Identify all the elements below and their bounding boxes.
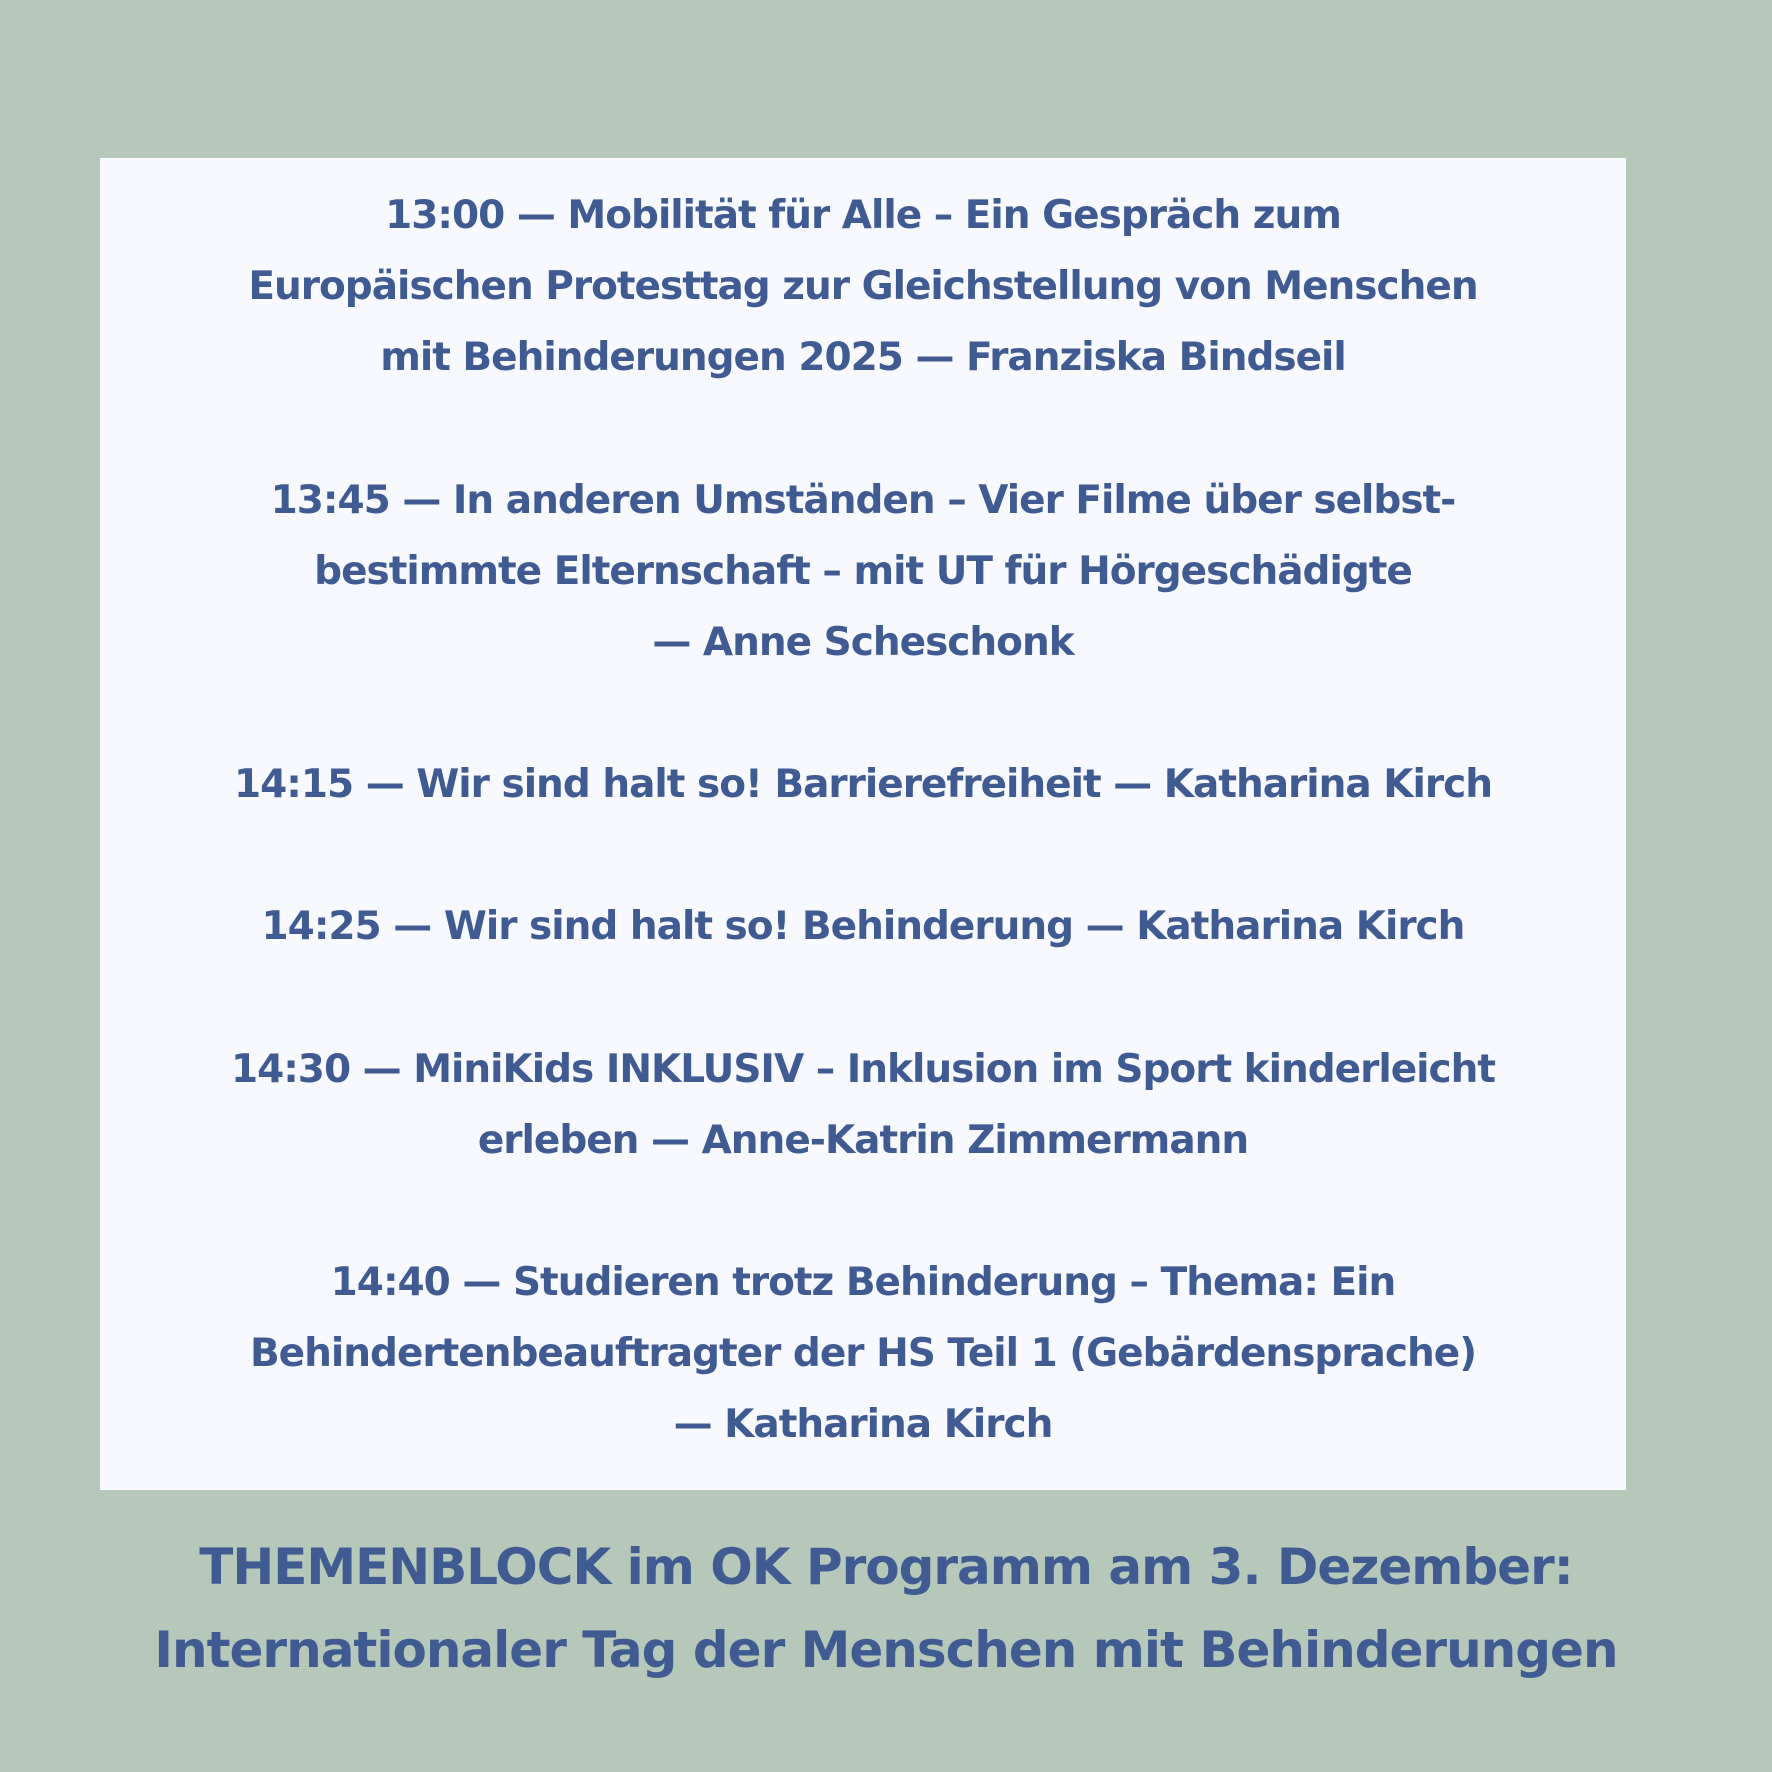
schedule-entry-line: 13:00 — Mobilität für Alle – Ein Gespräch zum [385, 193, 1341, 238]
footer-title-line-1: THEMENBLOCK im OK Programm am 3. Dezember: [199, 1538, 1573, 1596]
schedule-entry-1440 [100, 1247, 1626, 1460]
schedule-entry-line: 14:15 — Wir sind halt so! Barrierefreiheit — Katharina Kirch [233, 762, 1493, 807]
schedule-entry-1430 [100, 1034, 1626, 1176]
schedule-entry-line: bestimmte Elternschaft – mit UT für Hörgeschädigte [314, 549, 1412, 594]
schedule-entry-line: — Katharina Kirch [673, 1402, 1053, 1447]
schedule-entry-line: 14:30 — MiniKids INKLUSIV – Inklusion im Sport kinderleicht [230, 1047, 1496, 1092]
schedule-entry-1415 [100, 749, 1626, 820]
schedule-entry-line: — Anne Scheschonk [652, 620, 1074, 665]
schedule-entry-1425 [100, 891, 1626, 962]
schedule-entry-line: Europäischen Protesttag zur Gleichstellung von Menschen [248, 264, 1478, 309]
schedule-entry-line: Behindertenbeauftragter der HS Teil 1 (Gebärdensprache) [249, 1331, 1477, 1376]
schedule-entry-line: mit Behinderungen 2025 — Franziska Bindseil [380, 335, 1346, 380]
schedule-entry-1345 [100, 465, 1626, 678]
schedule-entry-line: erleben — Anne-Katrin Zimmermann [477, 1118, 1249, 1163]
schedule-entry-1300 [100, 180, 1626, 393]
schedule-entry-line: 14:25 — Wir sind halt so! Behinderung — Katharina Kirch [261, 904, 1465, 949]
schedule-entry-line: 13:45 — In anderen Umständen – Vier Filme über selbst- [270, 478, 1456, 523]
schedule-entry-line: 14:40 — Studieren trotz Behinderung – Thema: Ein [330, 1260, 1396, 1305]
footer-title-line-2: Internationaler Tag der Menschen mit Behinderungen [154, 1621, 1618, 1679]
footer-title [0, 1526, 1772, 1692]
schedule-card [100, 158, 1626, 1490]
